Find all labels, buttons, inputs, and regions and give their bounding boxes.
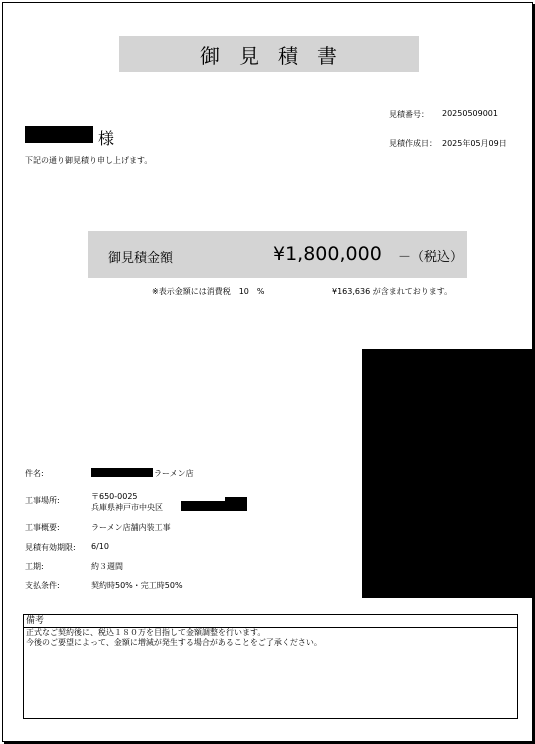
total-amount-box [88,231,467,278]
detail-label-overview: 工事概要: [25,523,60,532]
total-suffix: －（税込） [398,250,464,265]
detail-label-subject: 件名: [25,469,44,478]
detail-value-validity: 6/10 [91,542,109,551]
intro-text: 下記の通り御見積り申し上げます。 [25,156,153,165]
client-honorific: 様 [98,129,115,148]
redacted-image [362,349,533,598]
quote-number-label: 見積番号： [389,110,429,119]
detail-value-overview: ラーメン店舗内装工事 [91,523,171,532]
quote-date-value: 2025年05月09日 [442,139,507,148]
detail-label-payment: 支払条件: [25,581,60,590]
remarks-line: 正式なご契約後に、税込１８０万を目指して金額調整を行います。 [26,628,266,637]
quote-number-value: 20250509001 [442,109,498,118]
client-name-redaction [25,126,93,143]
detail-label-period: 工期: [25,562,44,571]
detail-value-postcode: 〒650-0025 [91,492,138,501]
total-label: 御見積金額 [108,251,174,266]
remarks-box [23,614,518,719]
detail-label-location: 工事場所: [25,496,60,505]
quote-date-label: 見積作成日： [389,139,437,148]
remarks-heading: 備考 [24,615,517,628]
detail-value-subject: ラーメン店 [154,469,194,478]
tax-note: ※表示金額には消費税 10 % [152,287,265,296]
remarks-line: 今後のご要望によって、金額に増減が発生する場合があることをご了承ください。 [26,638,322,647]
tax-amount: ¥163,636 が含まれております。 [332,287,453,296]
quotation-page [2,2,533,742]
detail-value-address: 兵庫県神戸市中央区 [91,503,163,512]
document-title: 御見積書 [119,36,419,72]
address-redaction-2 [225,497,247,511]
subject-redaction [91,468,153,477]
detail-label-validity: 見積有効期限: [25,543,76,552]
detail-value-payment: 契約時50%・完工時50% [91,581,183,590]
detail-value-period: 約３週間 [91,562,123,571]
total-amount: ¥1,800,000 [273,243,382,265]
